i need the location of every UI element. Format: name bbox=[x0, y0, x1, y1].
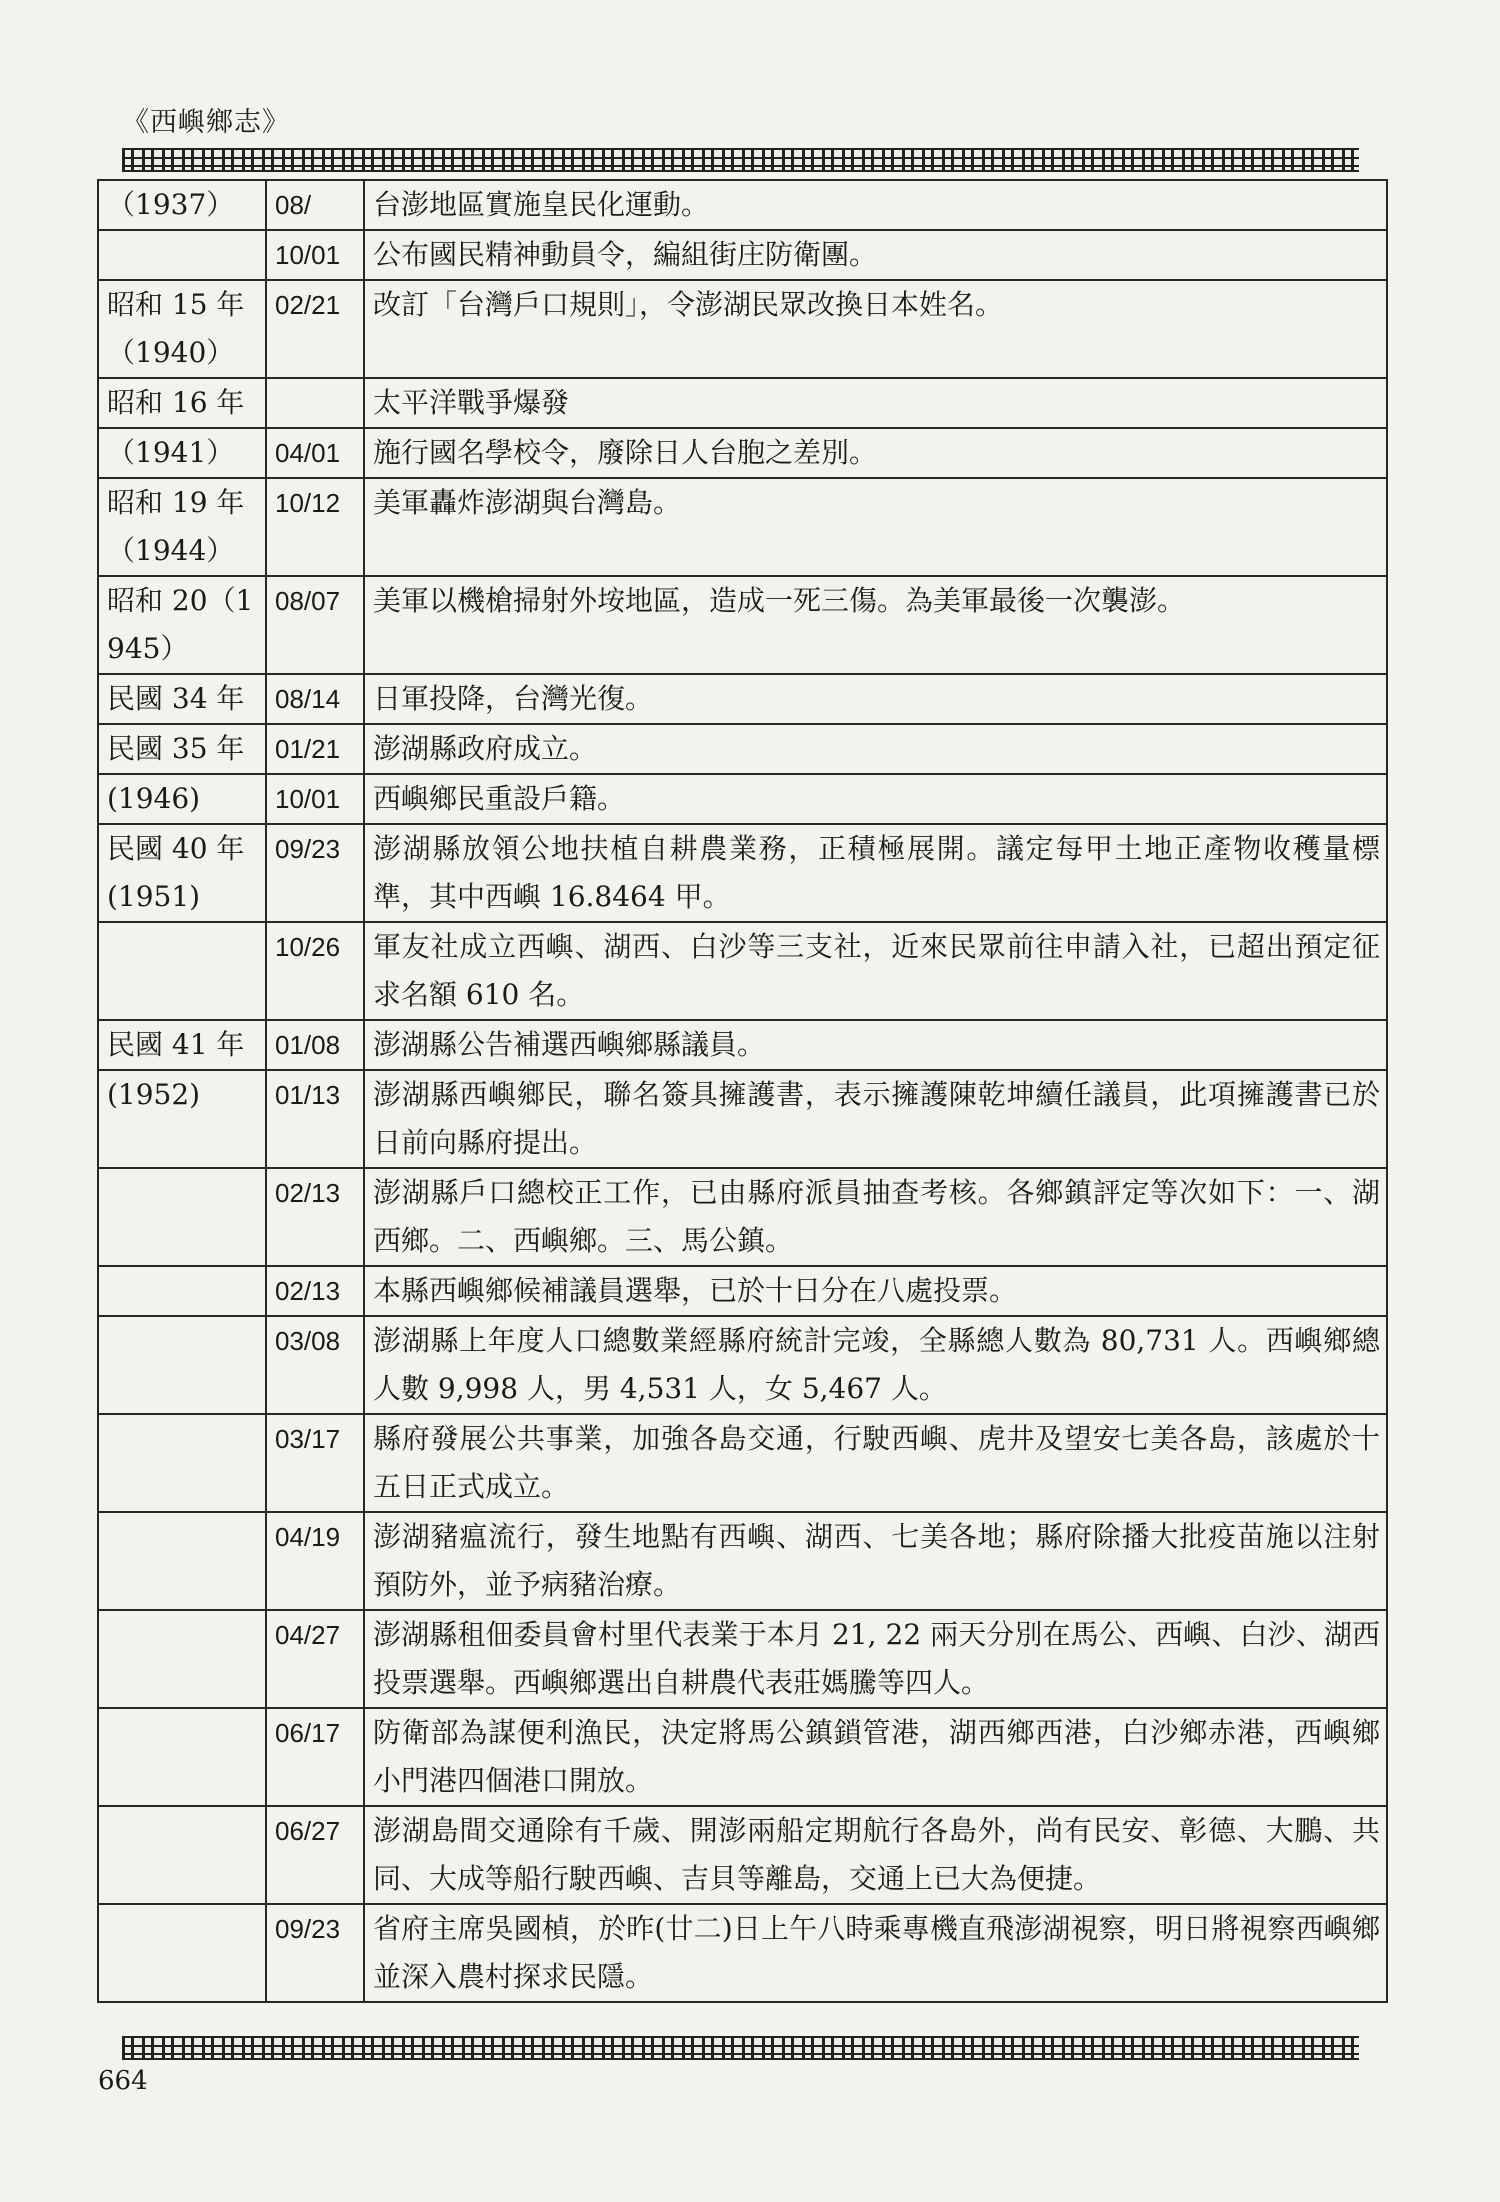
event-cell: 改訂「台灣戶口規則」，令澎湖民眾改換日本姓名。 bbox=[364, 280, 1387, 378]
era-cell bbox=[98, 1266, 266, 1316]
event-cell: 本縣西嶼鄉候補議員選舉，已於十日分在八處投票。 bbox=[364, 1266, 1387, 1316]
event-cell: 美軍轟炸澎湖與台灣島。 bbox=[364, 478, 1387, 576]
date-cell: 02/13 bbox=[266, 1266, 364, 1316]
table-row bbox=[98, 1904, 1387, 2002]
event-cell: 台澎地區實施皇民化運動。 bbox=[364, 180, 1387, 230]
era-cell: 昭和 19 年（1944） bbox=[98, 478, 266, 576]
era-cell: （1937） bbox=[98, 180, 266, 230]
table-row bbox=[98, 1168, 1387, 1266]
date-cell: 04/19 bbox=[266, 1512, 364, 1610]
event-cell: 軍友社成立西嶼、湖西、白沙等三支社，近來民眾前往申請入社，已超出預定征求名額 610 名。 bbox=[364, 922, 1387, 1020]
table-row bbox=[98, 674, 1387, 724]
date-cell: 08/ bbox=[266, 180, 364, 230]
table-row bbox=[98, 1414, 1387, 1512]
table-row bbox=[98, 1266, 1387, 1316]
era-cell bbox=[98, 1610, 266, 1708]
date-cell: 09/23 bbox=[266, 1904, 364, 2002]
date-cell: 08/14 bbox=[266, 674, 364, 724]
era-cell: (1952) bbox=[98, 1070, 266, 1168]
date-cell: 02/21 bbox=[266, 280, 364, 378]
event-cell: 澎湖島間交通除有千歲、開澎兩船定期航行各島外，尚有民安、彰德、大鵬、共同、大成等船行駛西嶼、吉貝等離島，交通上已大為便捷。 bbox=[364, 1806, 1387, 1904]
event-cell: 施行國名學校令，廢除日人台胞之差別。 bbox=[364, 428, 1387, 478]
table-row bbox=[98, 824, 1387, 922]
table-row bbox=[98, 378, 1387, 428]
chronology-table bbox=[97, 179, 1388, 2003]
era-cell: 民國 35 年 bbox=[98, 724, 266, 774]
table-row bbox=[98, 1070, 1387, 1168]
date-cell: 01/13 bbox=[266, 1070, 364, 1168]
era-cell bbox=[98, 1316, 266, 1414]
table-row bbox=[98, 180, 1387, 230]
era-cell: 昭和 15 年（1940） bbox=[98, 280, 266, 378]
era-cell bbox=[98, 922, 266, 1020]
page-number: 664 bbox=[98, 2066, 148, 2096]
event-cell: 太平洋戰爭爆發 bbox=[364, 378, 1387, 428]
date-cell: 08/07 bbox=[266, 576, 364, 674]
date-cell: 10/01 bbox=[266, 230, 364, 280]
era-cell: (1946) bbox=[98, 774, 266, 824]
event-cell: 西嶼鄉民重設戶籍。 bbox=[364, 774, 1387, 824]
event-cell: 縣府發展公共事業，加強各島交通，行駛西嶼、虎井及望安七美各島，該處於十五日正式成立。 bbox=[364, 1414, 1387, 1512]
date-cell: 04/27 bbox=[266, 1610, 364, 1708]
date-cell bbox=[266, 378, 364, 428]
era-cell bbox=[98, 1806, 266, 1904]
era-cell: （1941） bbox=[98, 428, 266, 478]
table-row bbox=[98, 1512, 1387, 1610]
date-cell: 03/08 bbox=[266, 1316, 364, 1414]
date-cell: 03/17 bbox=[266, 1414, 364, 1512]
table-row bbox=[98, 1020, 1387, 1070]
event-cell: 澎湖縣公告補選西嶼鄉縣議員。 bbox=[364, 1020, 1387, 1070]
era-cell: 民國 41 年 bbox=[98, 1020, 266, 1070]
event-cell: 公布國民精神動員令，編組街庄防衛團。 bbox=[364, 230, 1387, 280]
table-row bbox=[98, 280, 1387, 378]
event-cell: 澎湖豬瘟流行，發生地點有西嶼、湖西、七美各地；縣府除播大批疫苗施以注射預防外，並予病豬治療。 bbox=[364, 1512, 1387, 1610]
date-cell: 04/01 bbox=[266, 428, 364, 478]
table-row bbox=[98, 478, 1387, 576]
era-cell: 昭和 16 年 bbox=[98, 378, 266, 428]
event-cell: 日軍投降，台灣光復。 bbox=[364, 674, 1387, 724]
event-cell: 省府主席吳國楨，於昨(廿二)日上午八時乘專機直飛澎湖視察，明日將視察西嶼鄉並深入農村探求民隱。 bbox=[364, 1904, 1387, 2002]
era-cell bbox=[98, 1708, 266, 1806]
era-cell bbox=[98, 230, 266, 280]
date-cell: 10/26 bbox=[266, 922, 364, 1020]
top-ornament-border bbox=[122, 148, 1359, 172]
date-cell: 06/17 bbox=[266, 1708, 364, 1806]
table-row bbox=[98, 1708, 1387, 1806]
era-cell bbox=[98, 1168, 266, 1266]
table-row bbox=[98, 428, 1387, 478]
table-row bbox=[98, 230, 1387, 280]
era-cell: 民國 40 年(1951) bbox=[98, 824, 266, 922]
era-cell bbox=[98, 1512, 266, 1610]
table-row bbox=[98, 1806, 1387, 1904]
date-cell: 10/01 bbox=[266, 774, 364, 824]
era-cell bbox=[98, 1414, 266, 1512]
date-cell: 01/21 bbox=[266, 724, 364, 774]
event-cell: 澎湖縣放領公地扶植自耕農業務，正積極展開。議定每甲土地正產物收穫量標準，其中西嶼 16.8464 甲。 bbox=[364, 824, 1387, 922]
table-row bbox=[98, 774, 1387, 824]
era-cell bbox=[98, 1904, 266, 2002]
date-cell: 06/27 bbox=[266, 1806, 364, 1904]
date-cell: 02/13 bbox=[266, 1168, 364, 1266]
event-cell: 美軍以機槍掃射外垵地區，造成一死三傷。為美軍最後一次襲澎。 bbox=[364, 576, 1387, 674]
era-cell: 民國 34 年 bbox=[98, 674, 266, 724]
book-title: 《西嶼鄉志》 bbox=[122, 107, 290, 138]
date-cell: 10/12 bbox=[266, 478, 364, 576]
event-cell: 澎湖縣租佃委員會村里代表業于本月 21, 22 兩天分別在馬公、西嶼、白沙、湖西投票選舉。西嶼鄉選出自耕農代表莊媽騰等四人。 bbox=[364, 1610, 1387, 1708]
event-cell: 澎湖縣上年度人口總數業經縣府統計完竣，全縣總人數為 80,731 人。西嶼鄉總人數 9,998 人，男 4,531 人，女 5,467 人。 bbox=[364, 1316, 1387, 1414]
event-cell: 防衛部為謀便利漁民，決定將馬公鎮鎖管港，湖西鄉西港，白沙鄉赤港，西嶼鄉小門港四個港口開放。 bbox=[364, 1708, 1387, 1806]
event-cell: 澎湖縣政府成立。 bbox=[364, 724, 1387, 774]
event-cell: 澎湖縣戶口總校正工作，已由縣府派員抽查考核。各鄉鎮評定等次如下：一、湖西鄉。二、西嶼鄉。三、馬公鎮。 bbox=[364, 1168, 1387, 1266]
date-cell: 01/08 bbox=[266, 1020, 364, 1070]
table-row bbox=[98, 922, 1387, 1020]
bottom-ornament-border bbox=[122, 2036, 1359, 2060]
event-cell: 澎湖縣西嶼鄉民，聯名簽具擁護書，表示擁護陳乾坤續任議員，此項擁護書已於日前向縣府提出。 bbox=[364, 1070, 1387, 1168]
table-row bbox=[98, 1316, 1387, 1414]
era-cell: 昭和 20（1945） bbox=[98, 576, 266, 674]
table-row bbox=[98, 1610, 1387, 1708]
table-row bbox=[98, 724, 1387, 774]
table-row bbox=[98, 576, 1387, 674]
date-cell: 09/23 bbox=[266, 824, 364, 922]
